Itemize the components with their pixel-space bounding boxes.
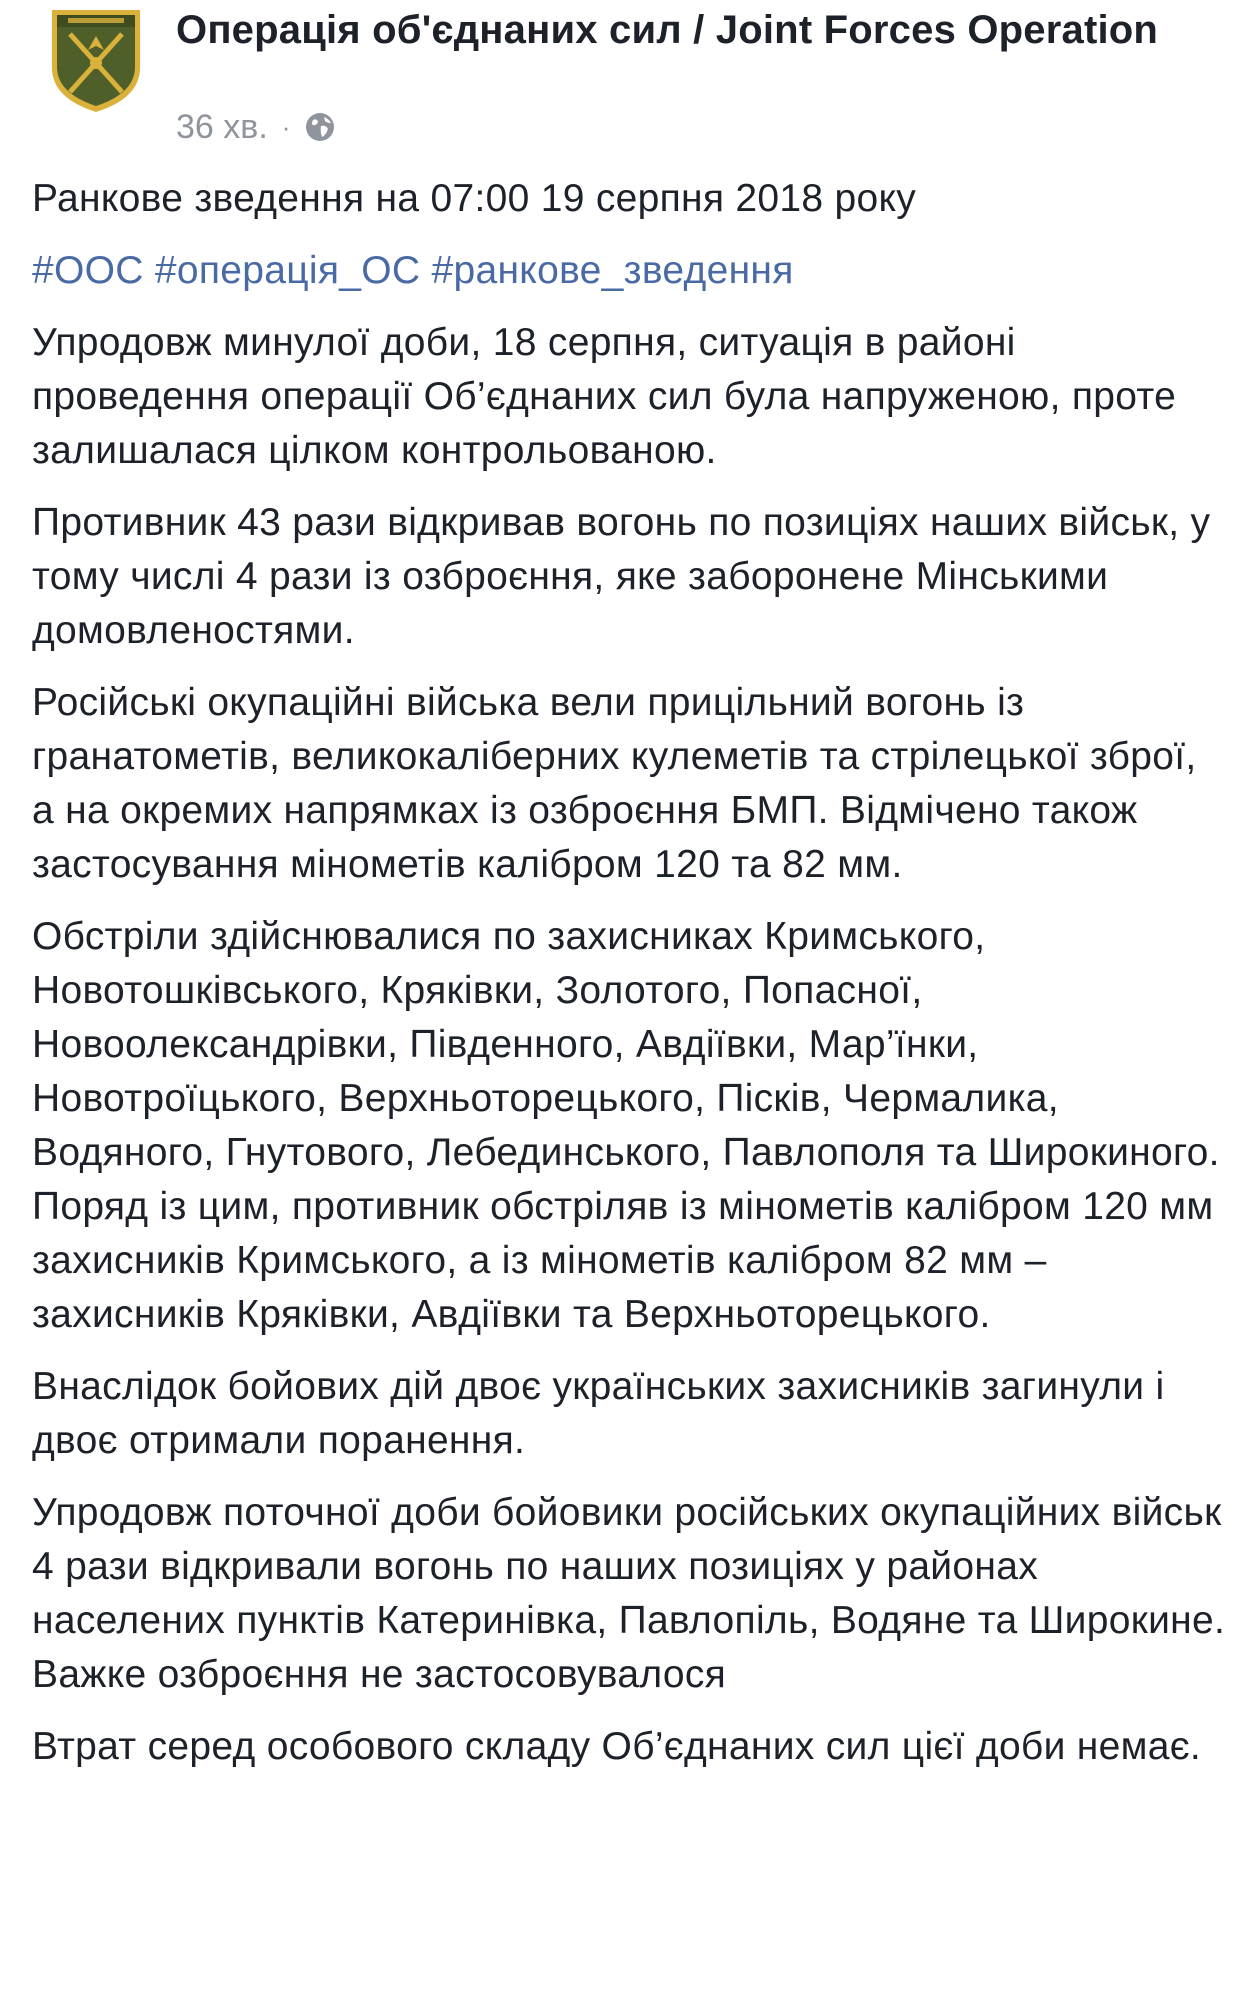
globe-icon [304,111,336,143]
hashtag-operatsiia-os[interactable]: #операція_ОС [154,249,421,292]
hashtag-oos[interactable]: #ООС [32,249,144,292]
post-paragraph: Противник 43 рази відкривав вогонь по позиціях наших військ, у тому числі 4 рази із озброєння, яке заборонене Мінськими домовленостями. [32,501,1211,652]
meta-separator: · [281,111,291,142]
post-paragraph: Російські окупаційні війська вели прицільний вогонь із гранатометів, великокаліберних кулеметів та стрілецької зброї, а на окремих напрямках із озброєння БМП. Відмічено також застосування мінометів калібром 120 та 82 мм. [32,681,1197,886]
post-paragraph: Обстріли здійснювалися по захисниках Кримського, Новотошківського, Кряківки, Золотого, Попасної, Новоолександрівки, Південного, Авдіївки, Мар’їнки, Новотроїцького, Верхньоторецького, Пісків, Чермалика, Водяного, Гнутового, Лебединського, Павлополя та Широкиного. Поряд із цим, противник обстріляв із мінометів калібром 120 мм захисників Кримського, а із мінометів калібром 82 мм – захисників Кряківки, Авдіївки та Верхньоторецького. [32,915,1220,1336]
post-paragraph: Внаслідок бойових дій двоє українських захисників загинули і двоє отримали поранення. [32,1365,1165,1462]
post-header [0,0,1242,160]
post-meta [176,104,336,150]
post-paragraph: Упродовж поточної доби бойовики російських окупаційних військ 4 рази відкривали вогонь по наших позиціях у районах населених пунктів Катеринівка, Павлопіль, Водяне та Широкине. Важке озброєння не застосовувалося [32,1491,1226,1696]
page-name[interactable]: Операція об'єднаних сил / Joint Forces Operation [176,8,1159,52]
hashtag-rankove-zvedennia[interactable]: #ранкове_зведення [431,249,794,292]
hashtag-list [32,244,1228,298]
post-title: Ранкове зведення на 07:00 19 серпня 2018 року [32,177,917,220]
post-time[interactable]: 36 хв. [176,107,268,146]
post-body [32,172,1228,1792]
post-paragraph: Втрат серед особового складу Об’єднаних сил цієї доби немає. [32,1725,1202,1768]
post-paragraph: Упродовж минулої доби, 18 серпня, ситуація в районі проведення операції Об’єднаних сил була напруженою, проте залишалася цілком контрольованою. [32,321,1177,472]
page-avatar[interactable] [48,6,144,116]
